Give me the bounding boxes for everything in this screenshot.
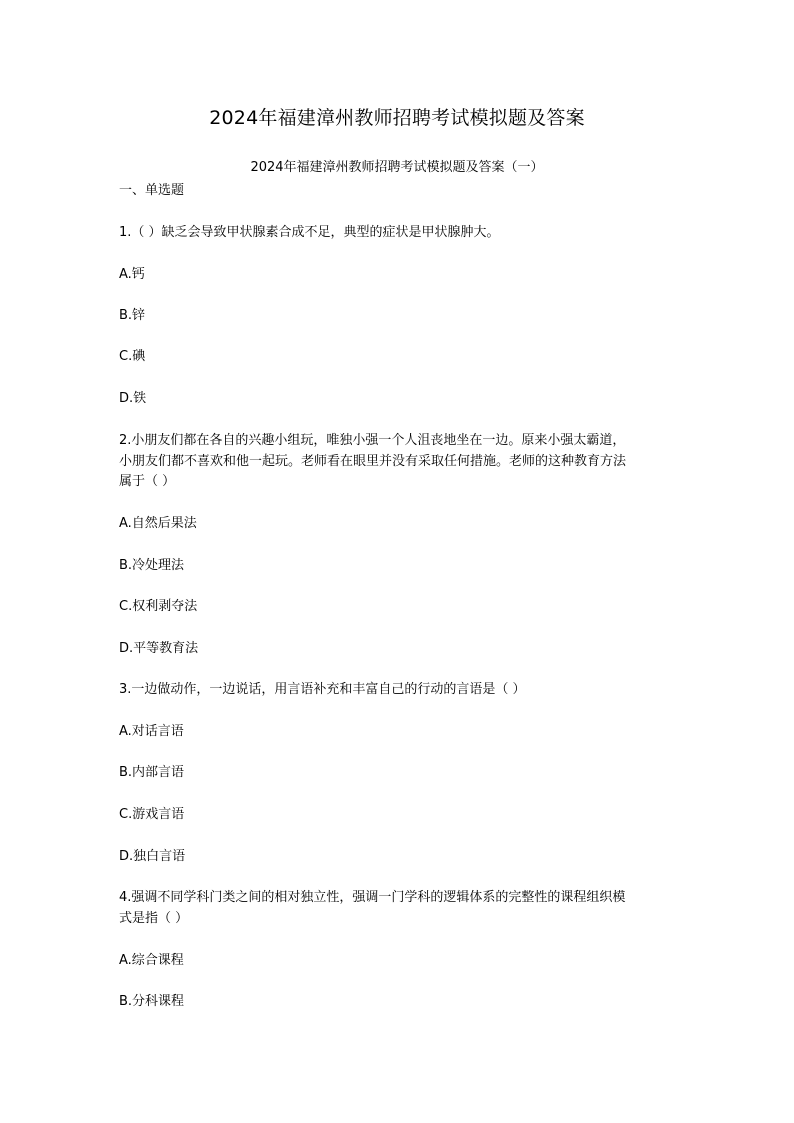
document-title: 2024年福建漳州教师招聘考试模拟题及答案: [209, 107, 585, 129]
question-3-option-b: B.内部言语: [119, 765, 185, 780]
question-2-option-b: B.冷处理法: [119, 558, 185, 573]
question-1-option-b: B.锌: [119, 308, 146, 323]
question-1-stem: 1.（ ）缺乏会导致甲状腺素合成不足，典型的症状是甲状腺肿大。: [119, 225, 500, 240]
question-3-option-d: D.独白言语: [119, 849, 186, 864]
question-3-option-c: C.游戏言语: [119, 807, 185, 822]
question-2-option-d: D.平等教育法: [119, 641, 199, 656]
question-1-option-a: A.钙: [119, 267, 145, 282]
question-4-stem-line-2: 式是指（ ）: [119, 911, 189, 926]
question-4-option-a: A.综合课程: [119, 953, 184, 968]
document-subtitle: 2024年福建漳州教师招聘考试模拟题及答案（一）: [250, 160, 544, 175]
question-4-option-b: B.分科课程: [119, 994, 185, 1009]
question-2-stem-line-1: 2.小朋友们都在各自的兴趣小组玩，唯独小强一个人沮丧地坐在一边。原来小强太霸道，: [119, 433, 626, 448]
question-3-option-a: A.对话言语: [119, 724, 184, 739]
question-2-option-c: C.权利剥夺法: [119, 599, 198, 614]
question-3-stem: 3.一边做动作，一边说话，用言语补充和丰富自己的行动的言语是（ ）: [119, 682, 526, 697]
question-2-option-a: A.自然后果法: [119, 516, 197, 531]
question-1-option-d: D.铁: [119, 391, 147, 406]
section-heading: 一、单选题: [119, 183, 185, 198]
question-2-stem-line-3: 属于（ ）: [119, 474, 176, 489]
question-1-option-c: C.碘: [119, 349, 146, 364]
question-4-stem-line-1: 4.强调不同学科门类之间的相对独立性，强调一门学科的逻辑体系的完整性的课程组织模: [119, 890, 626, 905]
question-2-stem-line-2: 小朋友们都不喜欢和他一起玩。老师看在眼里并没有采取任何措施。老师的这种教育方法: [119, 454, 627, 469]
